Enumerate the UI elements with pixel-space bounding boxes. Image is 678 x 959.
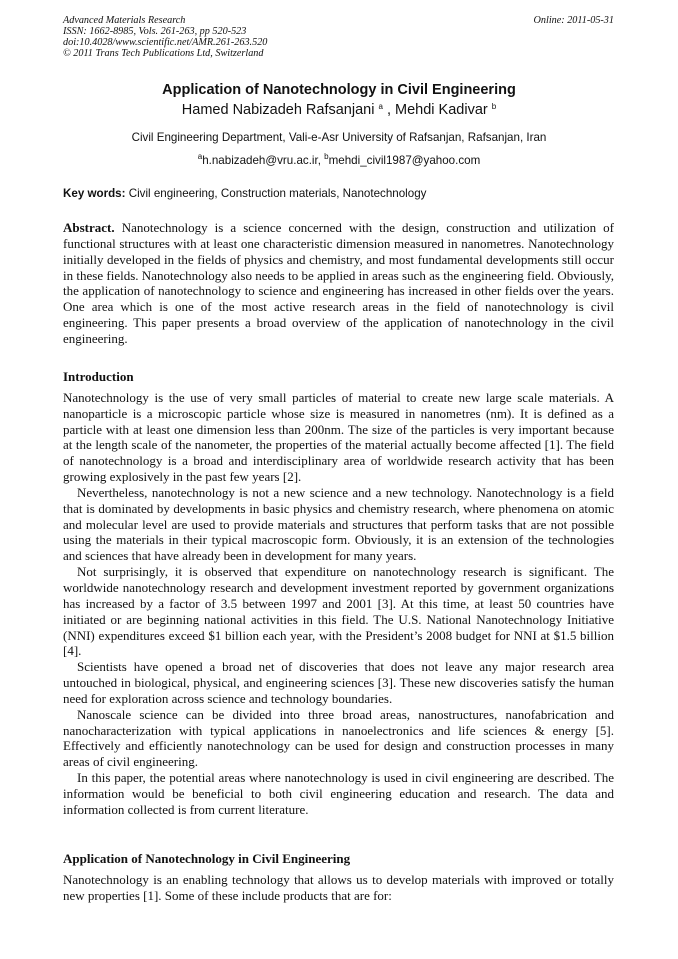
author-2: Mehdi Kadivar: [395, 102, 488, 118]
author-2-sup: b: [491, 102, 497, 111]
abstract-label: Abstract.: [63, 220, 115, 235]
journal-name: Advanced Materials Research: [63, 15, 186, 26]
doi: doi:10.4028/www.scientific.net/AMR.261-263.520: [63, 37, 268, 48]
keywords: [63, 187, 426, 200]
intro-paragraph-6: In this paper, the potential areas where nanotechnology is used in civil engineering are described. The information would be beneficial to both civil engineering education and research. The data and information collected is from current literature.: [63, 770, 614, 817]
author-separator: ,: [382, 102, 396, 118]
application-heading: Application of Nanotechnology in Civil Engineering: [63, 851, 351, 866]
emails: [0, 152, 678, 167]
email-2: mehdi_civil1987@yahoo.com: [328, 154, 481, 167]
online-date: Online: 2011-05-31: [533, 15, 614, 26]
intro-paragraph-3: Not surprisingly, it is observed that expenditure on nanotechnology research is significant. The worldwide nanotechnology research and development investment reported by government organizations has increased by a factor of 3.5 between 1997 and 2001 [3]. At this time, at least 50 countries have initiated or are beginning national activities in this field. The U.S. National Nanotechnology Initiative (NNI) expenditures exceed $1 billion each year, with the President’s 2008 budget for NNI at $1.5 billion [4].: [63, 564, 614, 659]
author-1: Hamed Nabizadeh Rafsanjani: [181, 102, 375, 118]
issn: ISSN: 1662-8985, Vols. 261-263, pp 520-523: [63, 26, 247, 37]
introduction-section: [63, 369, 614, 818]
intro-paragraph-2: Nevertheless, nanotechnology is not a new science and a new technology. Nanotechnology is a field that is dominated by developments in basic physics and chemistry research, where phenomena on atomic and molecular level are used to provide materials and structures that perform tasks that are not possible using the materials in their typical macroscopic form. Obviously, it is an extension of the technologies and sciences that have already been in development for many years.: [63, 484, 614, 564]
intro-paragraph-1: Nanotechnology is the use of very small particles of material to create new large scale materials. A nanoparticle is a microscopic particle whose size is measured in nanometres (nm). It is defined as a particle with at least one dimension less than 200nm. The size of the particles is very important because at the length scale of the nanometer, the properties of the material actually become affected [1]. The field of nanotechnology is a broad and interdisciplinary area of worldwide research activity that has been growing explosively in the past few years [2].: [63, 389, 614, 485]
keywords-label: Key words:: [63, 187, 126, 200]
abstract: [63, 220, 614, 347]
intro-paragraph-5: Nanoscale science can be divided into three broad areas, nanostructures, nanofabrication and nanocharacterization with typical applications in nanoelectronics and life sciences & energy [5]. Effectively and efficiently nanotechnology can be used for design and construction processes in many areas of civil engineering.: [63, 706, 614, 770]
abstract-text: Nanotechnology is a science concerned with the design, construction and utilization of functional structures with at least one characteristic dimension measured in nanometres. Nanotechnology initially developed in the fields of physics and chemistry, and most fundamental developments still occur in these fields. Nanotechnology also needs to be applied in areas such as the engineering field. Obviously, the application of nanotechnology to science and engineering has increased in other fields over the years. One area which is one of the most active research areas in the field of nanotechnology is civil engineering. This paper presents a broad overview of the application of nanotechnology in the civil engineering.: [63, 220, 614, 346]
authors: [0, 102, 678, 118]
keywords-text: Civil engineering, Construction materials, Nanotechnology: [125, 187, 427, 200]
copyright: © 2011 Trans Tech Publications Ltd, Switzerland: [63, 48, 264, 59]
journal-header: [63, 15, 267, 59]
application-paragraph: Nanotechnology is an enabling technology that allows us to develop materials with improved or totally new properties [1]. Some of these include products that are for:: [63, 871, 614, 903]
email-1: h.nabizadeh@vru.ac.ir,: [202, 154, 325, 167]
paper-title: Application of Nanotechnology in Civil Engineering: [162, 82, 516, 98]
email-1-sup: a: [197, 152, 203, 161]
application-section: [63, 851, 614, 904]
introduction-heading: Introduction: [63, 369, 134, 384]
intro-paragraph-4: Scientists have opened a broad net of discoveries that does not leave any major research area untouched in biological, physical, and engineering sciences [3]. These new discoveries satisfy the human need for exploration across science and technology boundaries.: [63, 659, 614, 706]
affiliation: Civil Engineering Department, Vali-e-Asr University of Rafsanjan, Rafsanjan, Iran: [131, 131, 547, 144]
email-2-sup: b: [324, 152, 329, 161]
author-1-sup: a: [378, 102, 383, 111]
